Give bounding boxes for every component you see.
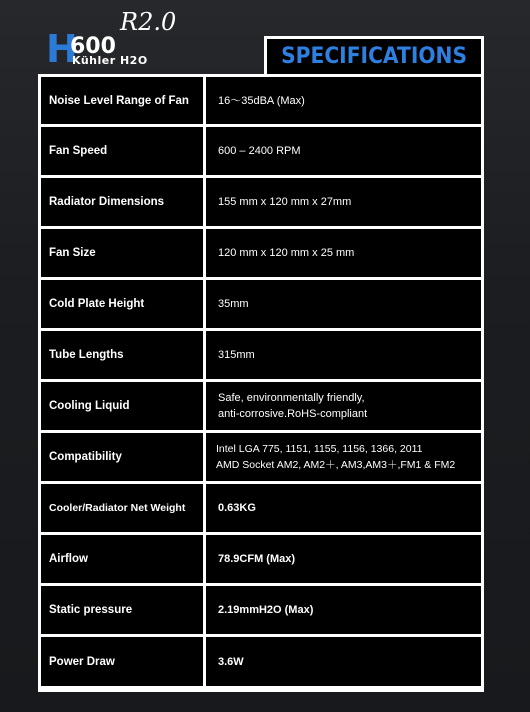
logo-subtitle: Kühler H2O: [72, 54, 148, 67]
spec-row-static-pressure: [41, 586, 481, 634]
spec-value: 16～35dBA (Max): [206, 77, 481, 124]
spec-row-tube-lengths: [41, 331, 481, 379]
logo-model-letter: H: [46, 27, 77, 71]
spec-value: 2.19mmH2O (Max): [206, 586, 481, 634]
spec-value: [206, 382, 481, 430]
spec-label: Cooling Liquid: [41, 382, 203, 430]
spec-value-line: Intel LGA 775, 1151, 1155, 1156, 1366, 2011: [216, 443, 423, 455]
spec-label: Cold Plate Height: [41, 280, 203, 328]
spec-label: Static pressure: [41, 586, 203, 634]
specifications-title: SPECIFICATIONS: [280, 44, 467, 69]
spec-value: 155 mm x 120 mm x 27mm: [206, 178, 481, 226]
spec-label: Fan Speed: [41, 127, 203, 175]
spec-label: Noise Level Range of Fan: [41, 77, 203, 124]
logo-model-number: 600: [70, 34, 116, 59]
spec-value: 120 mm x 120 mm x 25 mm: [206, 229, 481, 277]
spec-label: Radiator Dimensions: [41, 178, 203, 226]
spec-label: Fan Size: [41, 229, 203, 277]
spec-label: Power Draw: [41, 637, 203, 686]
spec-value: 35mm: [206, 280, 481, 328]
spec-value: 3.6W: [206, 637, 481, 686]
spec-label: Airflow: [41, 535, 203, 583]
logo-script: R2.0: [120, 8, 177, 36]
spec-value-line: anti-corrosive.RoHS-compliant: [218, 408, 368, 420]
spec-value: 315mm: [206, 331, 481, 379]
spec-row-fan-speed: [41, 127, 481, 175]
specifications-header: [264, 36, 484, 74]
spec-row-fan-size: [41, 229, 481, 277]
spec-row-radiator-dimensions: [41, 178, 481, 226]
spec-row-net-weight: [41, 484, 481, 532]
spec-label: Compatibility: [41, 433, 203, 481]
spec-row-cooling-liquid: [41, 382, 481, 430]
spec-value: 78.9CFM (Max): [206, 535, 481, 583]
specifications-table: [38, 74, 484, 692]
spec-row-power-draw: [41, 637, 481, 686]
spec-value: 600 – 2400 RPM: [206, 127, 481, 175]
brand-logo: [46, 8, 196, 70]
spec-row-airflow: [41, 535, 481, 583]
spec-value-line: AMD Socket AM2, AM2＋, AM3,AM3＋,FM1 & FM2: [216, 459, 456, 471]
spec-value-line: Safe, environmentally friendly,: [218, 392, 365, 404]
spec-row-cold-plate-height: [41, 280, 481, 328]
spec-label: Cooler/Radiator Net Weight: [41, 484, 203, 532]
spec-row-compatibility: [41, 433, 481, 481]
spec-value: [206, 433, 481, 481]
spec-value: 0.63KG: [206, 484, 481, 532]
spec-label: Tube Lengths: [41, 331, 203, 379]
spec-row-noise: [41, 77, 481, 124]
